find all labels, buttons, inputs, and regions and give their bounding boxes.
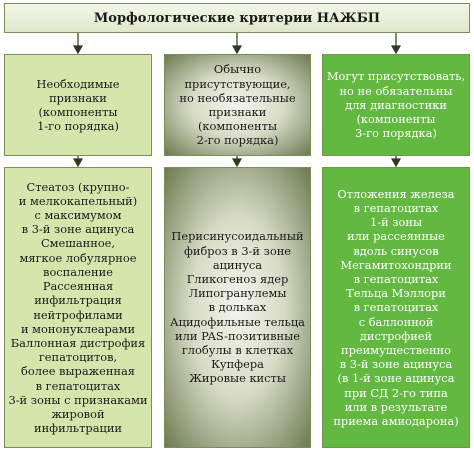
header-third-order-text: Могут присутствовать, но не обязательны для диагностики (компоненты 3-го порядка)	[326, 69, 466, 141]
body-second-order	[164, 167, 311, 448]
body-first-order-text: Стеатоз (крупно- и мелкокапельный) с максимумом в 3-й зоне ацинуса Смешанное, мягкое лобулярное воспаление Рассеянная инфильтрация нейтрофилами и мононуклеарами Баллонная дистрофия гепатоцитов, более выраженная в гепатоцитах 3-й зоны с признаками жировой инфильтрации	[8, 179, 148, 436]
body-third-order	[322, 167, 470, 448]
diagram-title: Морфологические критерии НАЖБП	[4, 3, 470, 33]
body-second-order-text: Перисинусоидальный фиброз в 3-й зоне ацинуса Гликогеноз ядер Липогранулемы в дольках Ацидофильные тельца или PAS-позитивные глобулы в клетках Купфера Жировые кисты	[170, 229, 305, 386]
header-third-order	[322, 54, 470, 156]
body-third-order-text: Отложения железа в гепатоцитах 1-й зоны или рассеянные вдоль синусов Мегамитохондрии в гепатоцитах Тельца Мэллори в гепатоцитах с баллонной дистрофией преимущественно в 3-й зоне ацинуса (в 1-й зоне ацинуса при СД 2-го типа или в результате приема амиодарона)	[333, 186, 459, 429]
body-first-order	[4, 167, 152, 448]
header-second-order	[164, 54, 311, 156]
header-second-order-text: Обычно присутствующие, но необязательные признаки (компоненты 2-го порядка)	[179, 62, 296, 148]
header-first-order	[4, 54, 152, 156]
header-first-order-text: Необходимые признаки (компоненты 1-го порядка)	[36, 76, 120, 134]
